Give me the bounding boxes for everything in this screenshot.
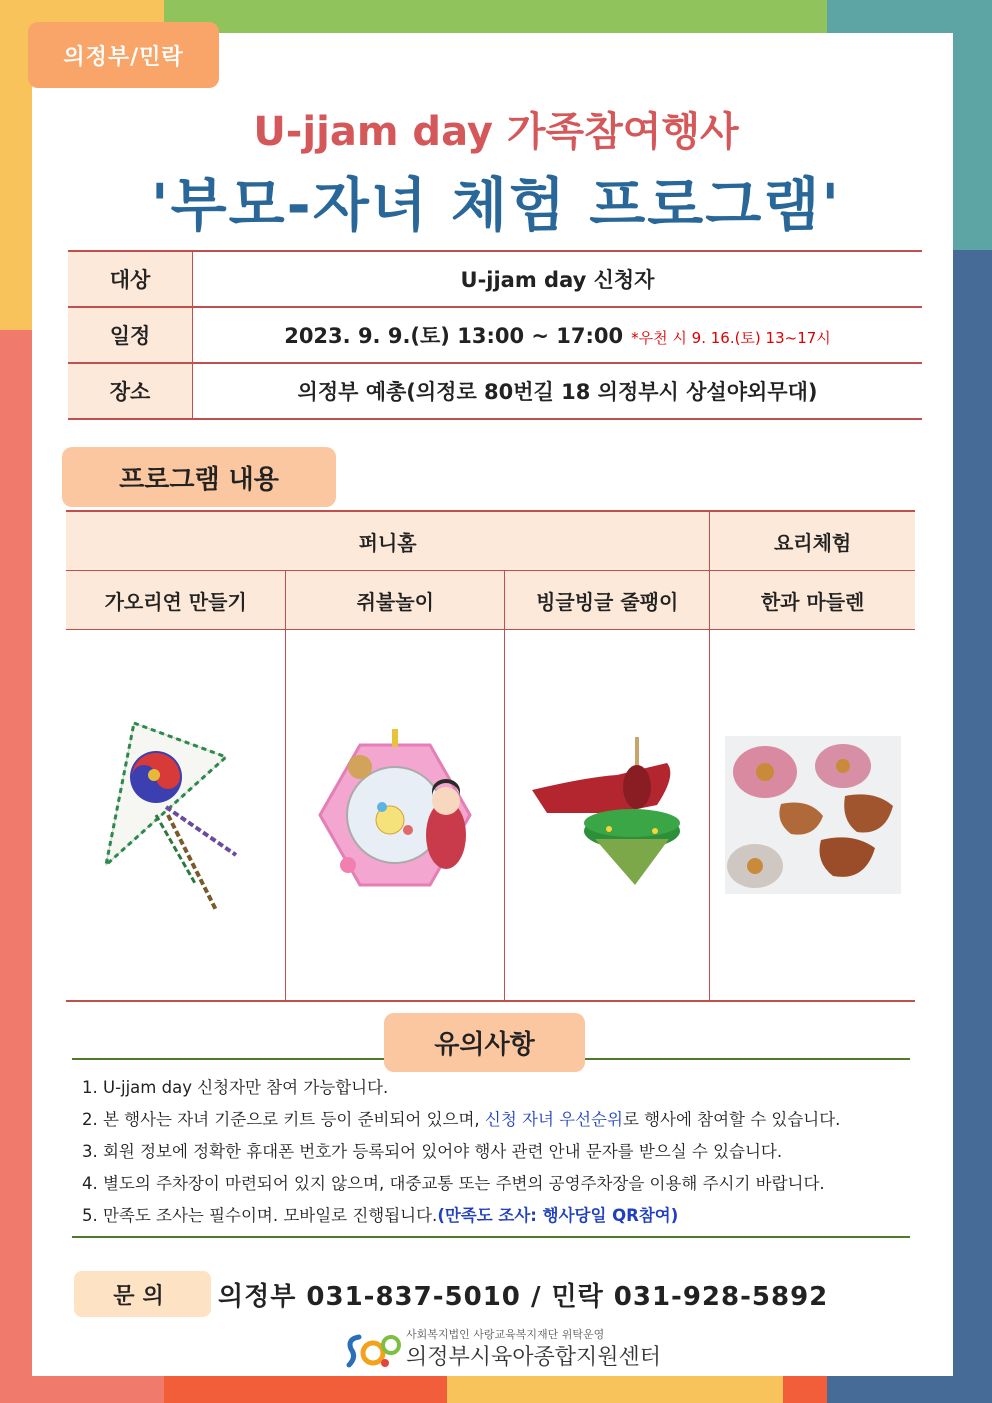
notice-highlight: 신청 자녀 우선순위 xyxy=(484,1110,623,1129)
program-item-row xyxy=(66,571,915,630)
schedule-cell xyxy=(193,307,923,363)
target-value: U-jjam day 신청자 xyxy=(193,251,923,307)
frame-block xyxy=(0,330,32,1403)
notice-section-title: 유의사항 xyxy=(384,1013,585,1072)
spinning-top-image xyxy=(527,735,687,895)
target-label: 대상 xyxy=(68,251,193,307)
info-row-place xyxy=(68,363,922,419)
contact-phone-numbers: 의정부 031-837-5010 / 민락 031-928-5892 xyxy=(218,1282,829,1312)
kite-image xyxy=(96,715,256,915)
frame-block xyxy=(32,1376,164,1403)
frame-block xyxy=(953,250,992,1403)
notice-item xyxy=(82,1104,912,1136)
notice-item: 4. 별도의 주차장이 마련되어 있지 않으며, 대중교통 또는 주변의 공영주차장을 이용해 주시기 바랍니다. xyxy=(82,1174,825,1193)
program-title: '부모-자녀 체험 프로그램' xyxy=(150,171,842,239)
program-section-title: 프로그램 내용 xyxy=(62,447,336,507)
notice-text: 로 행사에 참여할 수 있습니다. xyxy=(622,1110,841,1129)
notice-item: 1. U-jjam day 신청자만 참여 가능합니다. xyxy=(82,1078,389,1097)
notice-list xyxy=(82,1072,912,1232)
frame-block xyxy=(783,1376,827,1403)
group-cooking: 요리체험 xyxy=(710,511,915,571)
notice-text: 5. 만족도 조사는 필수이며. 모바일로 진행됩니다. xyxy=(82,1206,438,1225)
branch-badge: 의정부/민락 xyxy=(28,22,219,88)
spinning-top-cell xyxy=(505,630,710,1002)
place-label: 장소 xyxy=(68,363,193,419)
item-spinning-top: 빙글빙글 줄팽이 xyxy=(505,571,710,630)
rain-note: *우천 시 9. 16.(토) 13~17시 xyxy=(631,329,831,347)
frame-block xyxy=(164,1376,447,1403)
fire-play-cell xyxy=(286,630,505,1002)
frame-block xyxy=(827,1376,953,1403)
event-info-table xyxy=(68,250,922,420)
frame-block xyxy=(164,0,827,33)
org-name: 의정부시육아종합지원센터 xyxy=(406,1345,662,1370)
notice-bottom-rule xyxy=(72,1236,910,1238)
notice-text: 2. 본 행사는 자녀 기준으로 키트 등이 준비되어 있으며, xyxy=(82,1110,485,1129)
info-row-schedule xyxy=(68,307,922,363)
center-logo xyxy=(345,1329,403,1369)
fire-play-image xyxy=(310,725,480,905)
contact-label: 문의 xyxy=(74,1271,211,1317)
hangwa-madeleine-image xyxy=(725,736,901,894)
hangwa-madeleine-cell xyxy=(710,630,915,1002)
item-fire-play: 쥐불놀이 xyxy=(286,571,505,630)
survey-highlight: (만족도 조사: 행사당일 QR참여) xyxy=(437,1206,679,1225)
notice-item: 3. 회원 정보에 정확한 휴대폰 번호가 등록되어 있어야 행사 관련 안내 문자를 받으실 수 있습니다. xyxy=(82,1142,783,1161)
event-title: U-jjam day 가족참여행사 xyxy=(253,109,739,155)
notice-item xyxy=(82,1200,912,1232)
group-funnyhome: 퍼니홈 xyxy=(66,511,710,571)
schedule-value: 2023. 9. 9.(토) 13:00 ~ 17:00 xyxy=(284,324,624,348)
program-group-row xyxy=(66,511,915,571)
kite-cell xyxy=(66,630,286,1002)
info-row-target xyxy=(68,251,922,307)
program-image-row xyxy=(66,630,915,1002)
frame-block xyxy=(827,0,992,33)
org-subtitle: 사회복지법인 사랑교육복지재단 위탁운영 xyxy=(406,1328,605,1341)
item-kite: 가오리연 만들기 xyxy=(66,571,286,630)
schedule-label: 일정 xyxy=(68,307,193,363)
place-value: 의정부 예총(의정로 80번길 18 의정부시 상설야외무대) xyxy=(193,363,923,419)
frame-block xyxy=(447,1376,783,1403)
program-table xyxy=(66,510,915,1002)
item-hangwa-madeleine: 한과 마들렌 xyxy=(710,571,915,630)
